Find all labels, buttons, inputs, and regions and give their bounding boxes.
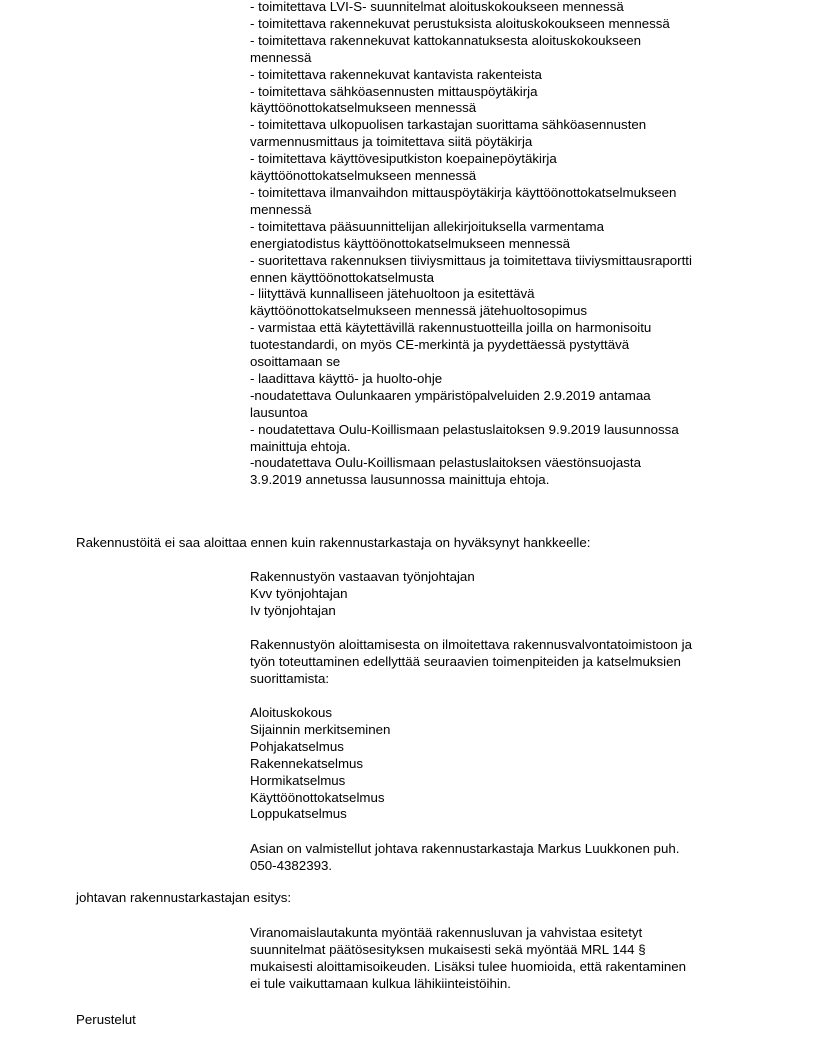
condition-line: - toimitettava rakennekuvat kattokannatuksesta aloituskokoukseen [250, 32, 642, 48]
inspection-list [250, 705, 740, 823]
condition-line: -noudatettava Oulunkaaren ympäristöpalveluiden 2.9.2019 antamaa [250, 387, 651, 403]
inspection-item: Loppukatselmus [250, 806, 347, 822]
condition-line: - toimitettava pääsuunnittelijan allekirjoituksella varmentama [250, 218, 605, 234]
inspection-item: Pohjakatselmus [250, 738, 344, 754]
inspection-item: Aloituskokous [250, 705, 333, 720]
notice-line: suorittamista: [250, 670, 330, 686]
inspection-item: Hormikatselmus [250, 772, 346, 788]
condition-line: käyttöönottokatselmukseen mennessä [250, 168, 477, 184]
proposal-line: suunnitelmat päätösesityksen mukaisesti sekä myöntää MRL 144 § [250, 941, 646, 957]
condition-line: - toimitettava rakennekuvat kantavista rakenteista [250, 66, 542, 82]
condition-line: - toimitettava LVI-S- suunnitelmat aloituskokoukseen mennessä [250, 0, 624, 14]
supervisor-item: Rakennustyön vastaavan työnjohtajan [250, 569, 475, 584]
supervisor-item: Iv työnjohtajan [250, 602, 336, 618]
condition-line: mennessä [250, 201, 312, 217]
start-notice-paragraph [250, 637, 740, 688]
condition-line: varmennusmittaus ja toimitettava siitä pöytäkirja [250, 134, 533, 150]
preparer-line: Asian on valmistellut johtava rakennustarkastaja Markus Luukkonen puh. [250, 841, 680, 856]
condition-line: käyttöönottokatselmukseen mennessä [250, 100, 477, 116]
condition-line: mennessä [250, 49, 312, 65]
proposal-line: Viranomaislautakunta myöntää rakennusluvan ja vahvistaa esitetyt [250, 925, 643, 940]
proposal-line: ei tule vaikuttamaan kulkua lähikiinteistöihin. [250, 975, 511, 991]
condition-line: - toimitettava ulkopuolisen tarkastajan suorittama sähköasennusten [250, 117, 647, 133]
proposal-heading: johtavan rakennustarkastajan esitys: [76, 890, 292, 905]
preparer-paragraph [250, 841, 740, 875]
notice-line: työn toteuttaminen edellyttää seuraavien toimenpiteiden ja katselmuksien [250, 653, 681, 669]
condition-line: - suoritettava rakennuksen tiiviysmittaus ja toimitettava tiiviysmittausraportti [250, 252, 692, 268]
approval-heading: Rakennustöitä ei saa aloittaa ennen kuin rakennustarkastaja on hyväksynyt hankkeelle: [76, 535, 591, 550]
proposal-line: mukaisesti aloittamisoikeuden. Lisäksi tulee huomioida, että rakentaminen [250, 958, 687, 974]
supervisor-item: Kvv työnjohtajan [250, 585, 348, 601]
condition-line: - toimitettava sähköasennusten mittauspöytäkirja [250, 83, 538, 99]
condition-line: - varmistaa että käytettävillä rakennustuotteilla joilla on harmonisoitu [250, 320, 652, 336]
condition-line: osoittamaan se [250, 354, 341, 370]
condition-line: lausuntoa [250, 404, 308, 420]
notice-line: Rakennustyön aloittamisesta on ilmoitettava rakennusvalvontatoimistoon ja [250, 637, 692, 652]
condition-line: ennen käyttöönottokatselmusta [250, 269, 435, 285]
condition-line: käyttöönottokatselmukseen mennessä jätehuoltosopimus [250, 303, 588, 319]
condition-line: - noudatettava Oulu-Koillismaan pelastuslaitoksen 9.9.2019 lausunnossa [250, 421, 679, 437]
condition-line: - toimitettava ilmanvaihdon mittauspöytäkirja käyttöönottokatselmukseen [250, 184, 677, 200]
condition-line: - laadittava käyttö- ja huolto-ohje [250, 370, 443, 386]
condition-line: energiatodistus käyttöönottokatselmukseen mennessä [250, 235, 571, 251]
permit-conditions-list [250, 0, 740, 489]
condition-line: - toimitettava rakennekuvat perustuksista aloituskokoukseen mennessä [250, 15, 670, 31]
condition-line: - toimitettava käyttövesiputkiston koepainepöytäkirja [250, 151, 557, 167]
proposal-paragraph [250, 925, 740, 993]
condition-line: 3.9.2019 annetussa lausunnossa mainittuja ehtoja. [250, 472, 550, 488]
rationale-heading: Perustelut [76, 1012, 136, 1027]
condition-line: -noudatettava Oulu-Koillismaan pelastuslaitoksen väestönsuojasta [250, 455, 642, 471]
preparer-line: 050-4382393. [250, 857, 333, 873]
supervisor-list [250, 569, 740, 620]
condition-line: - liitytt​ävä kunnalliseen jätehuoltoon ja esitettävä [250, 286, 535, 302]
inspection-item: Käyttöönottokatselmus [250, 789, 385, 805]
inspection-item: Sijainnin merkitseminen [250, 721, 391, 737]
condition-line: mainittuja ehtoja. [250, 438, 351, 454]
inspection-item: Rakennekatselmus [250, 755, 364, 771]
condition-line: tuotestandardi, on myös CE-merkintä ja pyydettäessä pystyttävä [250, 337, 630, 353]
